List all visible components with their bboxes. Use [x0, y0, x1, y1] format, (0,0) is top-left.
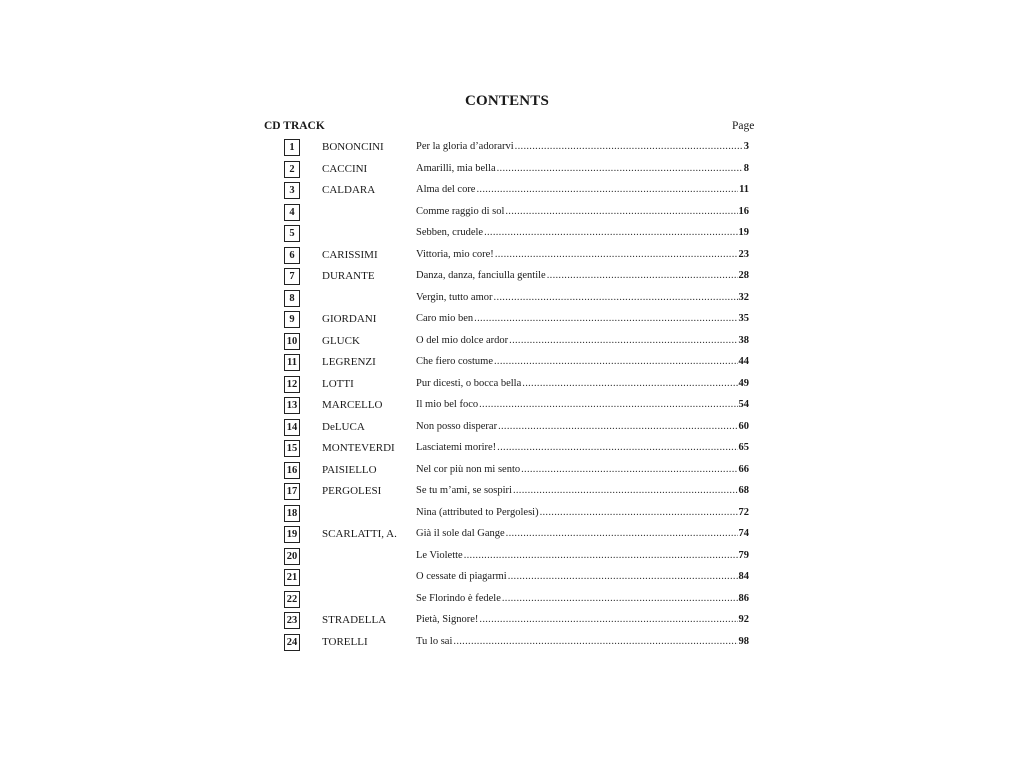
song-entry — [416, 162, 749, 176]
track-number-box: 21 — [284, 569, 300, 586]
song-title: Amarilli, mia bella — [416, 162, 496, 174]
page-number: 8 — [743, 162, 749, 174]
track-number-box: 14 — [284, 419, 300, 436]
dot-leader — [498, 420, 737, 434]
song-title: Lasciatemi morire! — [416, 442, 497, 453]
track-number-box: 2 — [284, 161, 300, 178]
composer-name: MARCELLO — [322, 399, 383, 411]
composer-name: MONTEVERDI — [322, 442, 395, 454]
list-item — [0, 310, 1024, 332]
dot-leader — [513, 484, 738, 498]
song-entry — [416, 420, 749, 434]
dot-leader — [474, 312, 737, 326]
song-title: Sebben, crudele — [416, 227, 484, 238]
composer-name: DeLUCA — [322, 420, 365, 433]
page-number: 74 — [738, 528, 749, 539]
dot-leader — [521, 463, 737, 477]
track-number-box: 8 — [284, 290, 300, 307]
dot-leader — [502, 592, 738, 606]
dot-leader — [495, 248, 738, 262]
dot-leader — [494, 291, 738, 305]
page-number: 49 — [738, 377, 749, 389]
list-item — [0, 138, 1024, 160]
composer-name: LOTTI — [322, 377, 354, 390]
page-number: 66 — [738, 463, 749, 475]
list-item — [0, 332, 1024, 354]
track-number-box: 20 — [284, 548, 300, 565]
dot-leader — [506, 527, 738, 541]
composer-name: BONONCINI — [322, 141, 384, 153]
list-item — [0, 482, 1024, 504]
song-entry — [416, 269, 749, 283]
track-number-box: 1 — [284, 139, 300, 156]
track-number-box: 10 — [284, 333, 300, 350]
song-title: Se tu m’ami, se sospiri — [416, 485, 512, 496]
song-title: Non posso disperar — [416, 420, 498, 432]
page-number: 84 — [738, 571, 749, 582]
page-number: 32 — [738, 291, 749, 303]
list-item — [0, 246, 1024, 268]
list-item — [0, 224, 1024, 246]
track-number-box: 5 — [284, 225, 300, 242]
dot-leader — [509, 334, 737, 348]
song-entry — [416, 140, 749, 154]
page-number: 86 — [738, 592, 749, 604]
dot-leader — [540, 506, 738, 520]
song-title: Alma del core — [416, 184, 476, 195]
composer-name: DURANTE — [322, 270, 375, 282]
song-title: Pietà, Signore! — [416, 614, 479, 625]
composer-name: GLUCK — [322, 334, 360, 347]
track-number-box: 19 — [284, 526, 300, 543]
song-entry — [416, 592, 749, 606]
song-entry — [416, 226, 749, 240]
dot-leader — [515, 140, 743, 154]
song-entry — [416, 441, 749, 455]
track-number-box: 23 — [284, 612, 300, 629]
song-entry — [416, 613, 749, 627]
contents-list — [0, 138, 1024, 654]
composer-name: PAISIELLO — [322, 463, 377, 476]
list-item — [0, 375, 1024, 397]
dot-leader — [508, 570, 738, 584]
song-entry — [416, 334, 749, 348]
dot-leader — [497, 441, 737, 455]
composer-name: CALDARA — [322, 184, 376, 196]
track-number-box: 18 — [284, 505, 300, 522]
dot-leader — [497, 162, 743, 176]
composer-name: GIORDANI — [322, 313, 377, 325]
song-entry — [416, 377, 749, 391]
track-number-box: 7 — [284, 268, 300, 285]
page-number: 79 — [738, 549, 749, 561]
dot-leader — [494, 355, 738, 369]
list-item — [0, 547, 1024, 569]
song-title: Per la gloria d’adorarvi — [416, 141, 514, 152]
composer-name: CACCINI — [322, 162, 368, 175]
track-number-box: 24 — [284, 634, 300, 651]
song-entry — [416, 484, 749, 498]
dot-leader — [479, 398, 737, 412]
list-item — [0, 439, 1024, 461]
list-item — [0, 590, 1024, 612]
song-title: Il mio bel foco — [416, 399, 479, 410]
song-entry — [416, 506, 749, 520]
track-number-box: 4 — [284, 204, 300, 221]
page-number: 54 — [738, 399, 749, 410]
composer-name: CARISSIMI — [322, 248, 378, 261]
page-number: 23 — [738, 248, 749, 260]
song-entry — [416, 549, 749, 563]
song-title: Danza, danza, fanciulla gentile — [416, 270, 546, 281]
dot-leader — [476, 183, 738, 197]
page-number: 38 — [738, 334, 749, 346]
composer-name: STRADELLA — [322, 614, 387, 626]
composer-name: TORELLI — [322, 635, 368, 648]
list-item — [0, 289, 1024, 311]
track-number-box: 13 — [284, 397, 300, 414]
song-entry — [416, 635, 749, 649]
song-entry — [416, 398, 749, 412]
page-header: Page — [732, 120, 755, 132]
composer-name: PERGOLESI — [322, 485, 382, 497]
list-item — [0, 160, 1024, 182]
track-number-box: 3 — [284, 182, 300, 199]
track-number-box: 12 — [284, 376, 300, 393]
dot-leader — [479, 613, 737, 627]
list-item — [0, 525, 1024, 547]
song-title: Che fiero costume — [416, 356, 493, 367]
dot-leader — [484, 226, 737, 240]
page-number: 68 — [738, 485, 749, 496]
song-title: Caro mio ben — [416, 313, 474, 324]
page-title: CONTENTS — [464, 93, 550, 109]
song-title: Comme raggio di sol — [416, 205, 505, 217]
song-title: Tu lo sai — [416, 635, 453, 647]
list-item — [0, 461, 1024, 483]
page-number: 35 — [738, 313, 749, 324]
song-entry — [416, 291, 749, 305]
page-number: 28 — [738, 270, 749, 281]
track-number-box: 6 — [284, 247, 300, 264]
page-number: 92 — [738, 614, 749, 625]
page-number: 19 — [738, 227, 749, 238]
song-entry — [416, 527, 749, 541]
list-item — [0, 203, 1024, 225]
song-title: Vergin, tutto amor — [416, 291, 493, 303]
song-title: Nel cor più non mi sento — [416, 463, 521, 475]
track-number-box: 22 — [284, 591, 300, 608]
page-number: 11 — [739, 184, 749, 195]
list-item — [0, 611, 1024, 633]
song-title: Vittoria, mio core! — [416, 248, 494, 260]
list-item — [0, 267, 1024, 289]
track-number-box: 16 — [284, 462, 300, 479]
song-title: Pur dicesti, o bocca bella — [416, 377, 522, 389]
song-title: Se Florindo è fedele — [416, 592, 501, 604]
list-item — [0, 353, 1024, 375]
page-number: 72 — [738, 506, 749, 518]
song-entry — [416, 183, 749, 197]
composer-name: LEGRENZI — [322, 356, 376, 368]
song-entry — [416, 205, 749, 219]
page-number: 60 — [738, 420, 749, 432]
cd-track-header: CD TRACK — [264, 120, 325, 132]
song-entry — [416, 355, 749, 369]
composer-name: SCARLATTI, A. — [322, 528, 397, 540]
song-entry — [416, 463, 749, 477]
track-number-box: 11 — [284, 354, 300, 371]
song-title: Le Violette — [416, 549, 463, 561]
page-number: 98 — [738, 635, 749, 647]
dot-leader — [453, 635, 737, 649]
list-item — [0, 418, 1024, 440]
song-entry — [416, 570, 749, 584]
list-item — [0, 633, 1024, 655]
list-item — [0, 504, 1024, 526]
page-number: 65 — [738, 442, 749, 453]
song-title: Già il sole dal Gange — [416, 528, 505, 539]
dot-leader — [464, 549, 738, 563]
track-number-box: 9 — [284, 311, 300, 328]
list-item — [0, 396, 1024, 418]
page-number: 44 — [738, 356, 749, 367]
dot-leader — [547, 269, 738, 283]
list-item — [0, 181, 1024, 203]
dot-leader — [505, 205, 737, 219]
song-title: Nina (attributed to Pergolesi) — [416, 506, 539, 518]
page-number: 3 — [743, 141, 749, 152]
song-title: O cessate di piagarmi — [416, 571, 507, 582]
dot-leader — [522, 377, 737, 391]
list-item — [0, 568, 1024, 590]
song-title: O del mio dolce ardor — [416, 334, 509, 346]
track-number-box: 17 — [284, 483, 300, 500]
page-number: 16 — [738, 205, 749, 217]
song-entry — [416, 312, 749, 326]
song-entry — [416, 248, 749, 262]
track-number-box: 15 — [284, 440, 300, 457]
